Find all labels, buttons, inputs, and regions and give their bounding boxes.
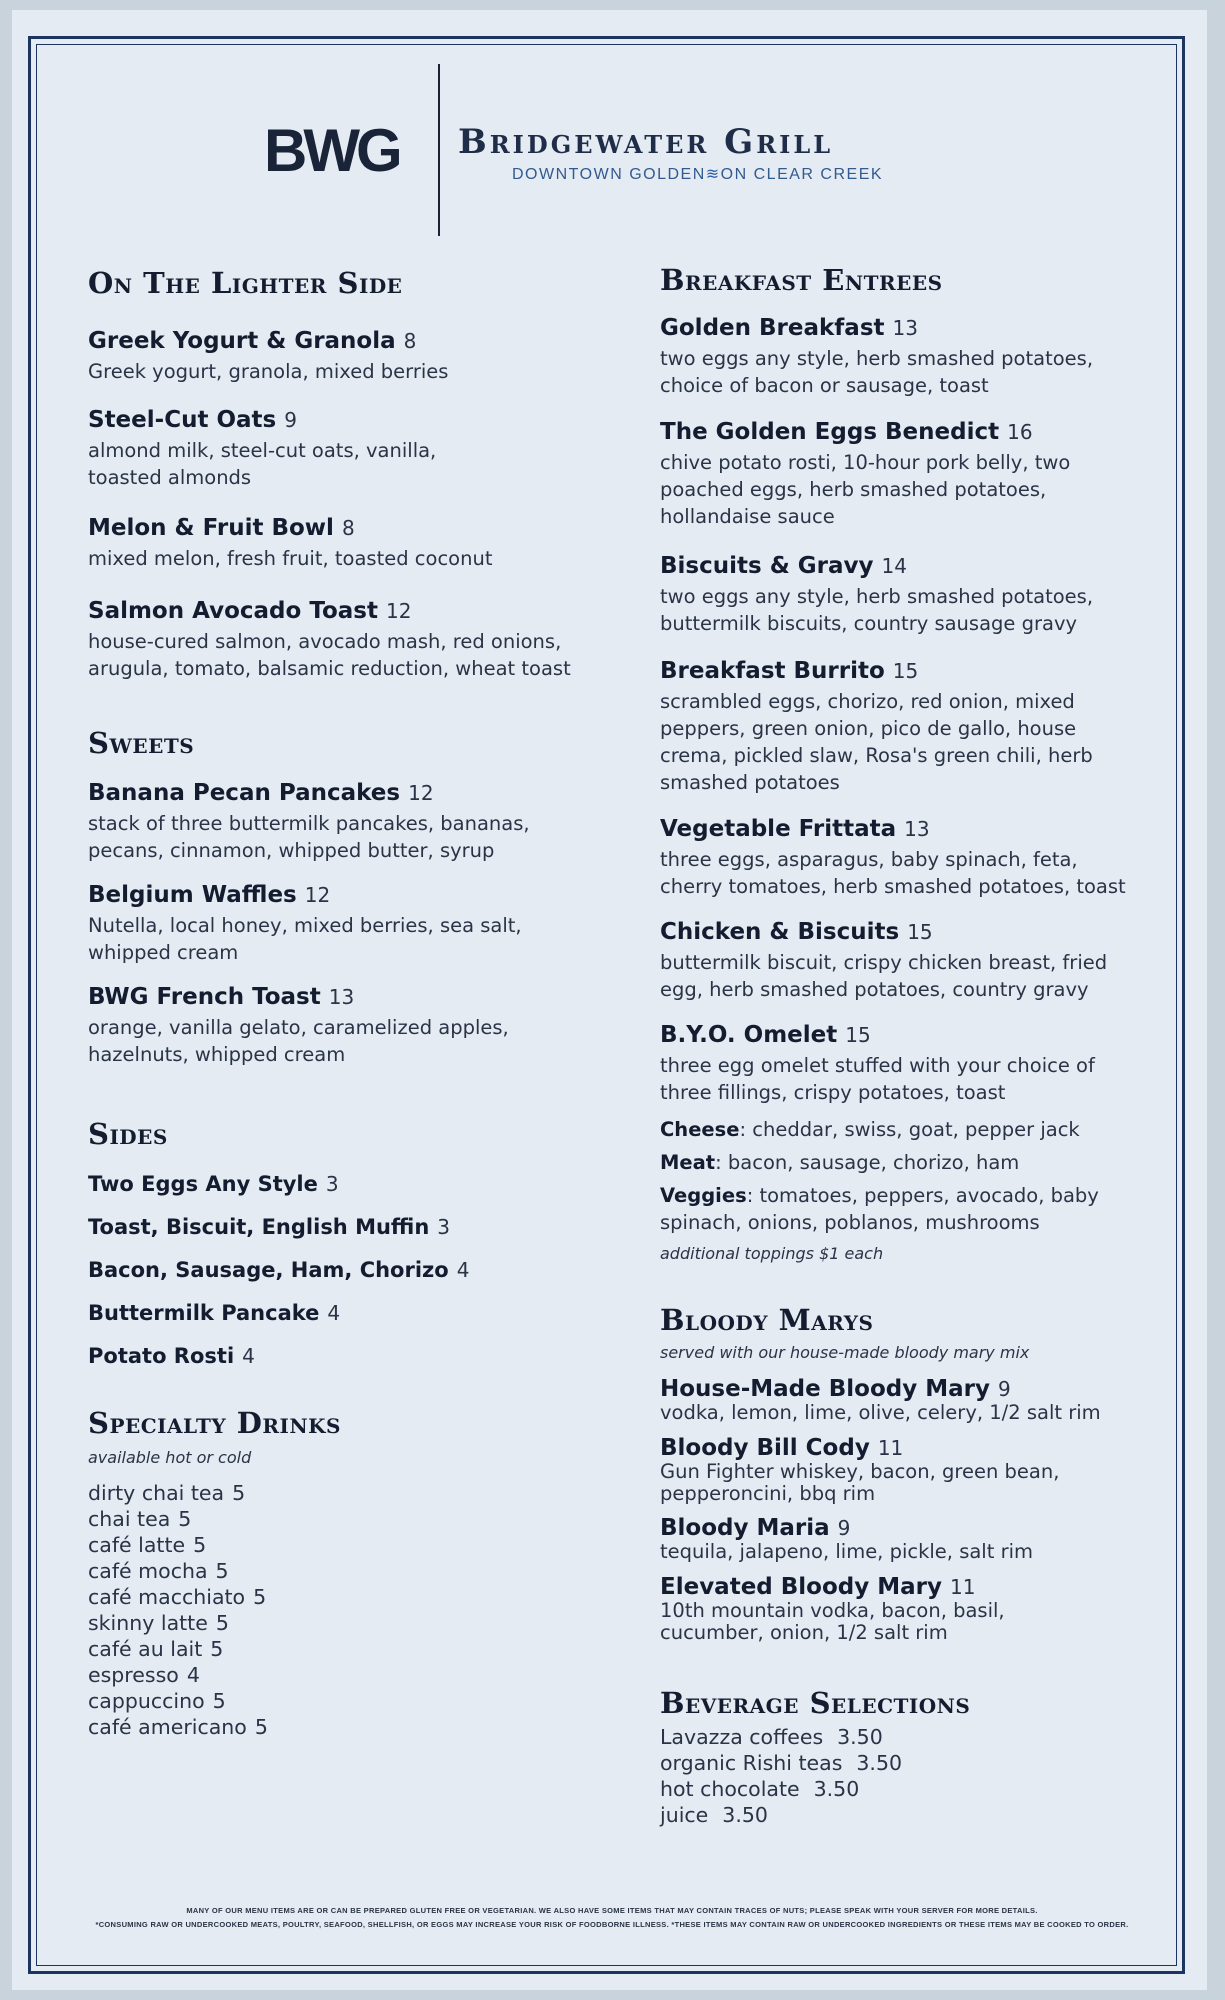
waves-icon: ≋: [705, 166, 721, 183]
drink-item: [88, 1636, 268, 1662]
item-name: Banana Pecan Pancakes: [88, 780, 401, 806]
menu-item: [660, 1515, 1033, 1563]
drink-item: [88, 1506, 268, 1532]
item-price: 9: [997, 1377, 1011, 1401]
item-name: Bloody Bill Cody: [660, 1435, 870, 1461]
beverage-price: 3.50: [722, 1803, 768, 1827]
side-item: [88, 1215, 450, 1239]
item-name: Golden Breakfast: [660, 315, 885, 341]
item-price: 16: [1007, 420, 1033, 444]
menu-item: [660, 1376, 1101, 1424]
byo-meat-options: : bacon, sausage, chorizo, ham: [715, 1151, 1020, 1174]
beverage-item: [660, 1776, 902, 1802]
bwg-logo: [264, 116, 399, 185]
drink-price: 4: [186, 1663, 200, 1687]
item-price: 13: [904, 817, 930, 841]
item-desc: buttermilk biscuit, crispy chicken breast, fried egg, herb smashed potatoes, country gravy: [660, 951, 1108, 1001]
item-price: 15: [892, 659, 919, 683]
section-title-sides: Sides: [88, 1117, 168, 1151]
drink-price: 5: [193, 1533, 207, 1557]
side-name: Bacon, Sausage, Ham, Chorizo: [88, 1258, 449, 1282]
drink-price: 5: [232, 1481, 246, 1505]
byo-veggies-options: : tomatoes, peppers, avocado, baby spinach, onions, poblanos, mushrooms: [660, 1184, 1099, 1234]
item-desc: orange, vanilla gelato, caramelized apples, hazelnuts, whipped cream: [88, 1016, 509, 1066]
logo-text: BWG: [264, 117, 399, 184]
item-name: Salmon Avocado Toast: [88, 598, 378, 624]
side-name: Buttermilk Pancake: [88, 1301, 320, 1325]
drink-item: [88, 1688, 268, 1714]
item-price: 12: [408, 781, 434, 805]
item-name: Biscuits & Gravy: [660, 553, 874, 579]
beverage-item: [660, 1802, 902, 1828]
item-price: 15: [845, 1023, 871, 1047]
side-price: 3: [437, 1215, 451, 1239]
drink-item: [88, 1584, 268, 1610]
menu-item: [660, 919, 1120, 1003]
item-name: Melon & Fruit Bowl: [88, 515, 334, 541]
brand-name: Bridgewater Grill: [458, 122, 834, 162]
menu-item: [660, 1022, 1120, 1106]
menu-item: [88, 328, 448, 385]
item-desc: mixed melon, fresh fruit, toasted coconut: [88, 547, 493, 570]
drink-name: espresso: [88, 1663, 179, 1687]
item-name: Steel-Cut Oats: [88, 407, 277, 433]
menu-item: [88, 515, 492, 572]
drink-item: [88, 1532, 268, 1558]
drink-price: 5: [210, 1637, 224, 1661]
drink-name: chai tea: [88, 1507, 171, 1531]
byo-cheese-options: : cheddar, swiss, goat, pepper jack: [739, 1118, 1080, 1141]
beverage-name: juice: [660, 1803, 709, 1827]
drink-name: café au lait: [88, 1637, 203, 1661]
drink-name: cappuccino: [88, 1689, 205, 1713]
side-price: 3: [325, 1172, 339, 1196]
menu-sheet: [12, 10, 1207, 1990]
item-name: B.Y.O. Omelet: [660, 1022, 838, 1048]
item-desc: scrambled eggs, chorizo, red onion, mixed peppers, green onion, pico de gallo, house crema, pickled slaw, Rosa's green chili, herb smashed potatoes: [660, 690, 1093, 794]
drink-item: [88, 1714, 268, 1740]
byo-veggies: [660, 1182, 1110, 1236]
item-desc: vodka, lemon, lime, olive, celery, 1/2 salt rim: [660, 1401, 1101, 1424]
menu-item: [660, 658, 1100, 796]
beverage-item: [660, 1724, 902, 1750]
item-desc: house-cured salmon, avocado mash, red onions, arugula, tomato, balsamic reduction, wheat toast: [88, 630, 571, 680]
item-price: 9: [284, 408, 297, 432]
bloody-marys-note: served with our house-made bloody mary mix: [660, 1343, 1030, 1362]
byo-note: additional toppings $1 each: [660, 1244, 884, 1263]
item-price: 12: [385, 599, 412, 623]
specialty-drinks-list: [88, 1480, 268, 1740]
item-name: House-Made Bloody Mary: [660, 1376, 990, 1402]
item-price: 13: [892, 316, 918, 340]
menu-item: [660, 553, 1130, 637]
side-name: Potato Rosti: [88, 1344, 235, 1368]
byo-cheese: [660, 1116, 1080, 1143]
specialty-drinks-note: available hot or cold: [88, 1448, 252, 1467]
item-price: 12: [304, 883, 331, 907]
item-desc: Greek yogurt, granola, mixed berries: [88, 360, 449, 383]
item-name: Bloody Maria: [660, 1515, 830, 1541]
item-price: 8: [403, 329, 417, 353]
item-name: BWG French Toast: [88, 984, 321, 1010]
section-title-lighter-side: On The Lighter Side: [88, 266, 403, 300]
drink-price: 5: [178, 1507, 192, 1531]
beverage-name: hot chocolate: [660, 1777, 800, 1801]
side-item: [88, 1258, 469, 1282]
drink-price: 5: [215, 1611, 229, 1635]
drink-name: dirty chai tea: [88, 1481, 225, 1505]
tagline: [512, 164, 883, 184]
item-desc: two eggs any style, herb smashed potatoes, choice of bacon or sausage, toast: [660, 347, 1094, 397]
section-title-breakfast-entrees: Breakfast Entrees: [660, 263, 943, 297]
drink-item: [88, 1558, 268, 1584]
item-price: 13: [328, 985, 355, 1009]
footer-note-2: *CONSUMING RAW OR UNDERCOOKED MEATS, POULTRY, SEAFOOD, SHELLFISH, OR EGGS MAY INCREASE YOUR RISK OF FOODBORNE ILLNESS. *THESE ITEMS MAY CONTAIN RAW OR UNDERCOOKED INGREDIENTS OR THESE ITEMS MAY BE COOKED TO ORDER.: [95, 1920, 1129, 1929]
drink-name: café latte: [88, 1533, 186, 1557]
drink-item: [88, 1610, 268, 1636]
menu-item: [88, 407, 478, 491]
drink-name: café macchiato: [88, 1585, 246, 1609]
item-price: 14: [881, 554, 907, 578]
item-desc: two eggs any style, herb smashed potatoes, buttermilk biscuits, country sausage gravy: [660, 585, 1094, 635]
menu-header: [12, 64, 1207, 240]
section-title-specialty-drinks: Specialty Drinks: [88, 1406, 341, 1440]
tagline-right: ON CLEAR CREEK: [720, 166, 884, 183]
drink-item: [88, 1480, 268, 1506]
item-name: The Golden Eggs Benedict: [660, 419, 1000, 445]
item-desc: Gun Fighter whiskey, bacon, green bean, pepperoncini, bbq rim: [660, 1460, 1060, 1505]
drink-name: skinny latte: [88, 1611, 208, 1635]
item-desc: Nutella, local honey, mixed berries, sea salt, whipped cream: [88, 914, 522, 964]
side-item: [88, 1344, 255, 1368]
item-name: Vegetable Frittata: [660, 816, 897, 842]
item-price: 8: [341, 516, 355, 540]
section-title-sweets: Sweets: [88, 726, 195, 760]
menu-item: [660, 816, 1140, 900]
drink-name: café mocha: [88, 1559, 208, 1583]
item-name: Greek Yogurt & Granola: [88, 328, 396, 354]
item-price: 15: [907, 920, 933, 944]
drink-price: 5: [253, 1585, 267, 1609]
drink-item: [88, 1662, 268, 1688]
beverage-name: Lavazza coffees: [660, 1725, 824, 1749]
beverage-name: organic Rishi teas: [660, 1751, 843, 1775]
item-desc: stack of three buttermilk pancakes, bananas, pecans, cinnamon, whipped butter, syrup: [88, 812, 530, 862]
beverage-list: [660, 1724, 902, 1828]
side-price: 4: [242, 1344, 255, 1368]
beverage-price: 3.50: [856, 1751, 903, 1775]
section-title-bloody-marys: Bloody Marys: [660, 1303, 874, 1337]
side-name: Two Eggs Any Style: [88, 1172, 318, 1196]
drink-price: 5: [215, 1559, 229, 1583]
item-price: 11: [877, 1436, 904, 1460]
beverage-item: [660, 1750, 902, 1776]
byo-meat-label: Meat: [660, 1151, 716, 1174]
footer-note-1: MANY OF OUR MENU ITEMS ARE OR CAN BE PREPARED GLUTEN FREE OR VEGETARIAN. WE ALSO HAVE SOME ITEMS THAT MAY CONTAIN TRACES OF NUTS; PLEASE SPEAK WITH YOUR SERVER FOR MORE DETAILS.: [186, 1906, 1038, 1915]
menu-item: [88, 984, 548, 1068]
side-name: Toast, Biscuit, English Muffin: [88, 1215, 430, 1239]
menu-item: [660, 419, 1090, 530]
drink-name: café americano: [88, 1715, 247, 1739]
byo-cheese-label: Cheese: [660, 1118, 740, 1141]
menu-item: [660, 315, 1130, 399]
side-item: [88, 1301, 340, 1325]
side-price: 4: [327, 1301, 341, 1325]
side-item: [88, 1172, 339, 1196]
menu-item: [88, 780, 568, 864]
header-divider: [438, 64, 440, 236]
menu-item: [660, 1574, 1040, 1644]
section-title-beverage-selections: Beverage Selections: [660, 1686, 971, 1720]
item-price: 11: [950, 1575, 976, 1599]
menu-item: [88, 882, 548, 966]
item-desc: chive potato rosti, 10-hour pork belly, two poached eggs, herb smashed potatoes, hollandaise sauce: [660, 451, 1071, 528]
drink-price: 5: [254, 1715, 268, 1739]
item-desc: almond milk, steel-cut oats, vanilla, toasted almonds: [88, 439, 437, 489]
drink-price: 5: [212, 1689, 226, 1713]
menu-item: [88, 598, 588, 682]
item-name: Breakfast Burrito: [660, 658, 885, 684]
item-name: Chicken & Biscuits: [660, 919, 900, 945]
beverage-price: 3.50: [813, 1777, 860, 1801]
side-price: 4: [456, 1258, 470, 1282]
item-price: 9: [837, 1516, 851, 1540]
item-desc: 10th mountain vodka, bacon, basil, cucumber, onion, 1/2 salt rim: [660, 1599, 1005, 1644]
tagline-left: DOWNTOWN GOLDEN: [512, 166, 706, 183]
item-name: Belgium Waffles: [88, 882, 297, 908]
item-desc: tequila, jalapeno, lime, pickle, salt rim: [660, 1540, 1034, 1563]
beverage-price: 3.50: [837, 1725, 883, 1749]
byo-meat: [660, 1149, 1019, 1176]
item-desc: three egg omelet stuffed with your choice of three fillings, crispy potatoes, toast: [660, 1054, 1095, 1104]
byo-veggies-label: Veggies: [660, 1184, 747, 1207]
item-name: Elevated Bloody Mary: [660, 1574, 942, 1600]
item-desc: three eggs, asparagus, baby spinach, feta, cherry tomatoes, herb smashed potatoes, toast: [660, 848, 1126, 898]
menu-item: [660, 1435, 1070, 1505]
